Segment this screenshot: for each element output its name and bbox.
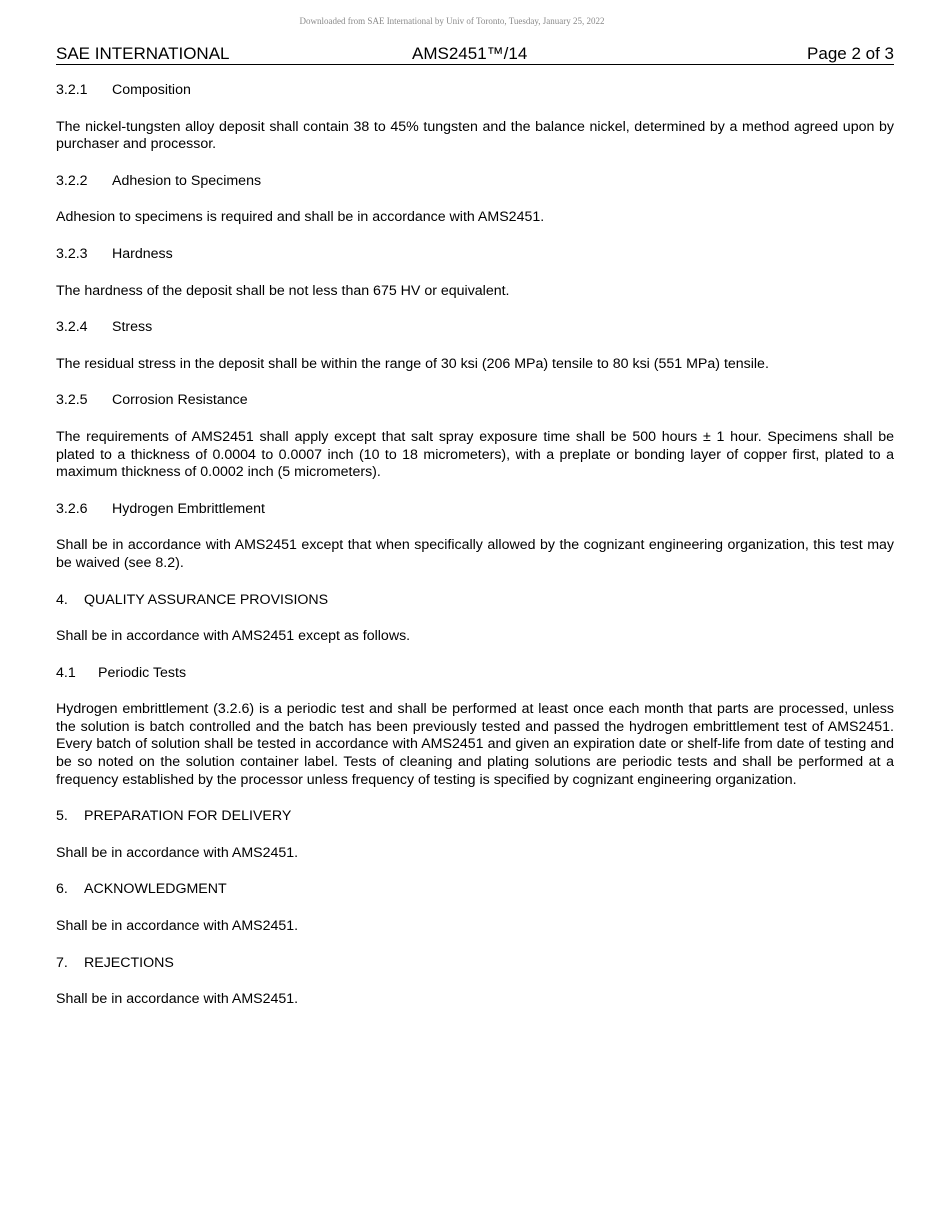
download-notice: Downloaded from SAE International by Univ of Toronto, Tuesday, January 25, 2022 (299, 16, 605, 26)
section-number: 7. (56, 954, 68, 971)
section-title: Adhesion to Specimens (112, 172, 262, 189)
section-number: 4. (56, 591, 68, 608)
section-title: Hydrogen Embrittlement (112, 500, 265, 517)
section-number: 3.2.1 (56, 82, 88, 98)
section-title: QUALITY ASSURANCE PROVISIONS (84, 591, 329, 608)
section-number: 3.2.6 (56, 500, 88, 517)
section-number: 3.2.3 (56, 245, 88, 262)
section-title: Stress (112, 319, 153, 336)
section-paragraph: The requirements of AMS2451 shall apply except that salt spray exposure time shall be 500 hours ± 1 hour. Specimens shall be plated to a thickness of 0.0004 to 0.0007 inch (10 to 18 micrometers), with a preplate or bonding layer of copper first, plated to a maximum thickness of 0.0002 inch (5 micrometers). (56, 428, 894, 481)
section-paragraph: Shall be in accordance with AMS2451. (56, 918, 299, 935)
section-heading (56, 246, 894, 264)
page-header (56, 44, 894, 65)
section-title: REJECTIONS (84, 954, 174, 971)
section-title: ACKNOWLEDGMENT (84, 881, 227, 898)
publisher-name: SAE INTERNATIONAL (56, 44, 230, 63)
section-paragraph: The residual stress in the deposit shall be within the range of 30 ksi (206 MPa) tensile to 80 ksi (551 MPa) tensile. (56, 355, 769, 372)
section-number: 4.1 (56, 664, 76, 681)
section-heading (56, 881, 894, 899)
section-title: Hardness (112, 245, 173, 262)
section-paragraph: Adhesion to specimens is required and shall be in accordance with AMS2451. (56, 209, 545, 226)
document-body (56, 82, 894, 1028)
section-title: PREPARATION FOR DELIVERY (84, 808, 292, 825)
section-heading (56, 392, 894, 410)
section-heading (56, 592, 894, 610)
section-title: Corrosion Resistance (112, 392, 248, 409)
section-number: 3.2.2 (56, 172, 88, 189)
section-heading (56, 665, 894, 683)
section-number: 3.2.4 (56, 319, 88, 336)
section-heading (56, 501, 894, 519)
section-paragraph: The nickel-tungsten alloy deposit shall contain 38 to 45% tungsten and the balance nickel, determined by a method agreed upon by purchaser and processor. (56, 118, 894, 153)
section-heading (56, 808, 894, 826)
section-paragraph: Shall be in accordance with AMS2451 except as follows. (56, 628, 411, 645)
section-heading (56, 955, 894, 973)
section-heading (56, 173, 894, 191)
section-number: 3.2.5 (56, 392, 88, 409)
section-paragraph: Shall be in accordance with AMS2451 except that when specifically allowed by the cognizant engineering organization, this test may be waived (see 8.2). (56, 537, 894, 571)
section-heading (56, 319, 894, 337)
document-id: AMS2451™/14 (412, 44, 528, 63)
section-paragraph: Shall be in accordance with AMS2451. (56, 844, 299, 861)
section-paragraph: Shall be in accordance with AMS2451. (56, 991, 299, 1008)
page-number: Page 2 of 3 (807, 44, 894, 63)
section-number: 5. (56, 808, 68, 825)
section-title: Composition (112, 82, 191, 98)
section-paragraph: Hydrogen embrittlement (3.2.6) is a periodic test and shall be performed at least once each month that parts are processed, unless the solution is batch controlled and the batch has been previously tested and passed the hydrogen embrittlement test of AMS2451. Every batch of solution shall be tested in accordance with AMS2451 and given an expiration date or shelf-life from date of testing and be so noted on the solution container label. Tests of cleaning and plating solutions are periodic tests and shall be performed at a frequency established by the processor unless frequency of testing is specified by cognizant engineering organization. (56, 701, 894, 788)
section-title: Periodic Tests (98, 664, 187, 681)
section-heading (56, 82, 894, 100)
section-paragraph: The hardness of the deposit shall be not less than 675 HV or equivalent. (56, 282, 510, 299)
section-number: 6. (56, 881, 68, 898)
